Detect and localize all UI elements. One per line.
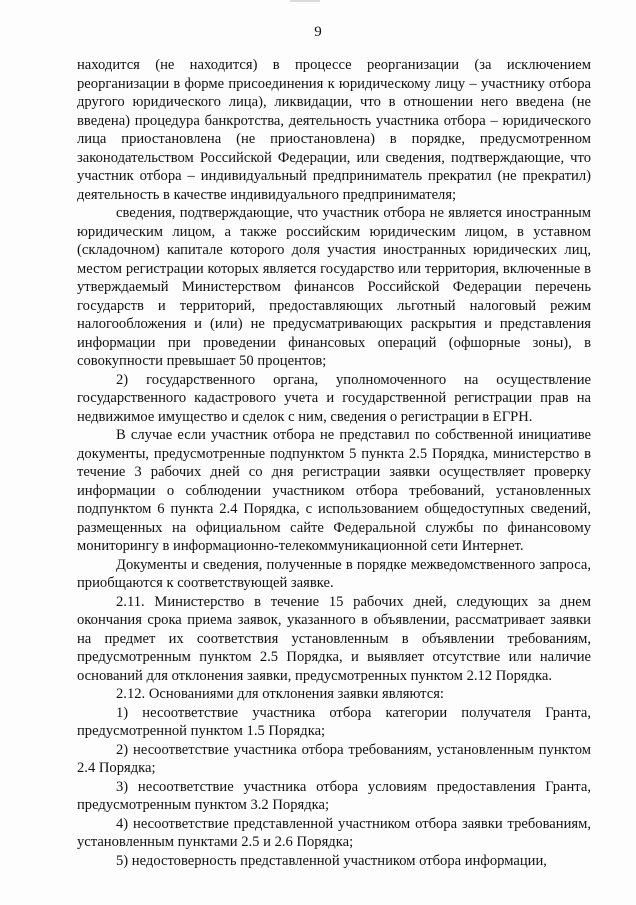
list-item: 2) несоответствие участника отбора требованиям, установленным пунктом 2.4 Порядка; [77,741,591,776]
paragraph: 2.11. Министерство в течение 15 рабочих дней, следующих за днем окончания срока приема заявок, указанного в объявлении, рассматривает заявки на предмет их соответствия установленным в объявлении требованиям, предусмотренным пунктом 2.5 Порядка, и выявляет отсутствие или наличие оснований для отклонения заявки, предусмотренных пунктом 2.12 Порядка. [77,593,591,684]
paragraph: Документы и сведения, полученные в порядке межведомственного запроса, приобщаются к соответствующей заявке. [77,556,591,591]
scan-mark [290,0,320,2]
list-item: 5) недостоверность представленной участником отбора информации, [116,852,547,869]
paragraph: 2) государственного органа, уполномоченного на осуществление государственного кадастрового учета и государственной регистрации прав на недвижимое имущество и сделок с ним, сведения о регистрации в ЕГРН. [77,371,591,425]
paragraph: В случае если участник отбора не представил по собственной инициативе документы, предусмотренные подпунктом 5 пункта 2.5 Порядка, министерство в течение 3 рабочих дней со дня регистрации заявки осуществляет проверку информации о соблюдении участником отбора требований, установленных подпунктом 6 пункта 2.4 Порядка, с использованием общедоступных сведений, размещенных на официальном сайте Федеральной службы по финансовому мониторингу в информационно-телекоммуникационной сети Интернет. [77,427,591,554]
paragraph: сведения, подтверждающие, что участник отбора не является иностранным юридическим лицом, а также российским юридическим лицом, в уставном (складочном) капитале которого доля участия иностранных юридических лиц, местом регистрации которых является государство или территория, включенные в утверждаемый Министерством финансов Российской Федерации перечень государств и территорий, предоставляющих льготный налоговый режим налогообложения и (или) не предусматривающих раскрытия и представления информации при проведении финансовых операций (офшорные зоны), в совокупности превышает 50 процентов; [77,205,591,369]
list-item: 3) несоответствие участника отбора условиям предоставления Гранта, предусмотренным пунктом 3.2 Порядка; [77,778,591,813]
page-number: 9 [314,24,322,40]
list-item: 1) несоответствие участника отбора категории получателя Гранта, предусмотренной пунктом 1.5 Порядка; [77,704,591,739]
list-item: 4) несоответствие представленной участником отбора заявки требованиям, установленным пунктами 2.5 и 2.6 Порядка; [77,815,591,850]
body-text [77,56,591,870]
paragraph: находится (не находится) в процессе реорганизации (за исключением реорганизации в форме присоединения к юридическому лицу – участнику отбора другого юридического лица), ликвидации, что в отношении него введена (не введена) процедура банкротства, деятельность участника отбора – юридического лица приостановлена (не приостановлена) в порядке, предусмотренном законодательством Российской Федерации, или сведения, подтверждающие, что участник отбора – индивидуальный предприниматель прекратил (не прекратил) деятельность в качестве индивидуального предпринимателя; [77,57,591,203]
paragraph: 2.12. Основаниями для отклонения заявки являются: [116,686,444,702]
